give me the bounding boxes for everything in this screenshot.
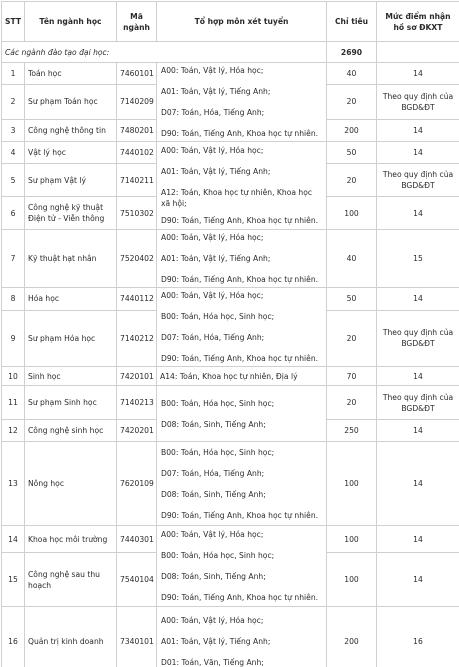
row-score: Theo quy định của BGD&ĐT — [377, 310, 459, 366]
combo-line: A01: Toán, Vật lý, Tiếng Anh; — [161, 254, 271, 263]
combo-cell — [157, 230, 327, 288]
combo-line: D90: Toán, Tiếng Anh, Khoa học tự nhiên. — [161, 593, 319, 602]
row-code: 7510302 — [117, 197, 157, 230]
row-code: 7540104 — [117, 553, 157, 607]
row-quota: 100 — [327, 197, 377, 230]
combo-line: D08: Toán, Sinh, Tiếng Anh; — [161, 419, 266, 429]
header-score: Mức điểm nhận hồ sơ ĐKXT — [377, 2, 459, 42]
row-name: Vật lý học — [25, 142, 117, 164]
table-row — [2, 230, 459, 288]
row-score: 14 — [377, 142, 459, 164]
row-quota: 250 — [327, 420, 377, 442]
header-code: Mã ngành — [117, 2, 157, 42]
combo-cell — [157, 526, 327, 607]
combo-line: D08: Toán, Sinh, Tiếng Anh; — [161, 489, 266, 499]
combo-cell — [157, 607, 327, 667]
row-name: Sư phạm Toán học — [25, 85, 117, 119]
table-row — [2, 386, 459, 420]
row-quota: 100 — [327, 526, 377, 553]
row-score: 14 — [377, 420, 459, 442]
combo-cell — [157, 63, 327, 142]
combo-line: B00: Toán, Hóa học, Sinh học; — [161, 447, 275, 457]
row-quota: 70 — [327, 367, 377, 386]
row-name: Kỹ thuật hạt nhân — [25, 230, 117, 288]
table-row — [2, 63, 459, 85]
combo-line: B00: Toán, Hóa học, Sinh học; — [161, 398, 275, 408]
combo-line: D90: Toán, Tiếng Anh, Khoa học tự nhiên. — [161, 275, 319, 284]
row-score: 14 — [377, 442, 459, 526]
combo-line: A01: Toán, Vật lý, Tiếng Anh; — [161, 87, 271, 96]
table-row — [2, 367, 459, 386]
combo-line: A01: Toán, Vật lý, Tiếng Anh; — [161, 637, 271, 646]
row-score: 14 — [377, 63, 459, 85]
combo-line: A00: Toán, Vật lý, Hóa học; — [161, 233, 264, 242]
combo-line: D01: Toán, Văn, Tiếng Anh; — [161, 658, 264, 667]
combo-cell — [157, 288, 327, 367]
row-stt: 14 — [2, 526, 25, 553]
row-stt: 1 — [2, 63, 25, 85]
group-total: 2690 — [327, 42, 377, 63]
row-stt: 16 — [2, 607, 25, 667]
row-name: Sư phạm Vật lý — [25, 164, 117, 197]
row-name: Công nghệ thông tin — [25, 119, 117, 141]
row-score: 16 — [377, 607, 459, 667]
row-code: 7420101 — [117, 367, 157, 386]
row-code: 7140209 — [117, 85, 157, 119]
combo-line: D07: Toán, Hóa, Tiếng Anh; — [161, 468, 265, 478]
combo-cell: A14: Toán, Khoa học tự nhiên, Địa lý — [157, 367, 327, 386]
row-stt: 2 — [2, 85, 25, 119]
combo-cell — [157, 386, 327, 442]
row-name: Sư phạm Sinh học — [25, 386, 117, 420]
row-score: Theo quy định của BGD&ĐT — [377, 386, 459, 420]
header-stt: STT — [2, 2, 25, 42]
combo-line: D90: Toán, Tiếng Anh, Khoa học tự nhiên. — [161, 216, 319, 225]
row-name: Nông học — [25, 442, 117, 526]
combo-line: D90: Toán, Tiếng Anh, Khoa học tự nhiên. — [161, 354, 319, 363]
row-score: Theo quy định của BGD&ĐT — [377, 164, 459, 197]
row-quota: 200 — [327, 119, 377, 141]
row-code: 7140212 — [117, 310, 157, 366]
combo-line: D08: Toán, Sinh, Tiếng Anh; — [161, 572, 266, 581]
combo-line: D07: Toán, Hóa, Tiếng Anh; — [161, 333, 265, 342]
row-name: Toán học — [25, 63, 117, 85]
row-quota: 200 — [327, 607, 377, 667]
combo-line: A01: Toán, Vật lý, Tiếng Anh; — [161, 167, 271, 176]
row-quota: 20 — [327, 164, 377, 197]
combo-cell — [157, 442, 327, 526]
combo-line: A00: Toán, Vật lý, Hóa học; — [161, 146, 264, 155]
row-code: 7340101 — [117, 607, 157, 667]
combo-line: A00: Toán, Vật lý, Hóa học; — [161, 530, 264, 539]
row-quota: 50 — [327, 142, 377, 164]
row-score: 14 — [377, 553, 459, 607]
row-stt: 9 — [2, 310, 25, 366]
row-stt: 11 — [2, 386, 25, 420]
row-stt: 15 — [2, 553, 25, 607]
row-name: Sư phạm Hóa học — [25, 310, 117, 366]
group-label: Các ngành đào tạo đại học: — [2, 42, 327, 63]
table-row — [2, 607, 459, 667]
combo-line: D90: Toán, Tiếng Anh, Khoa học tự nhiên. — [161, 129, 319, 138]
row-code: 7140211 — [117, 164, 157, 197]
row-quota: 20 — [327, 386, 377, 420]
row-stt: 10 — [2, 367, 25, 386]
row-score: 14 — [377, 288, 459, 311]
combo-line: A12: Toán, Khoa học tự nhiên, Khoa học xã hội; — [161, 188, 313, 208]
header-quota: Chỉ tiêu — [327, 2, 377, 42]
row-name: Công nghệ kỹ thuật Điện tử - Viễn thông — [25, 197, 117, 230]
row-name: Công nghệ sinh học — [25, 420, 117, 442]
combo-line: D90: Toán, Tiếng Anh, Khoa học tự nhiên. — [161, 510, 319, 520]
row-code: 7620109 — [117, 442, 157, 526]
row-stt: 12 — [2, 420, 25, 442]
combo-line: D07: Toán, Hóa, Tiếng Anh; — [161, 108, 265, 117]
row-name: Hóa học — [25, 288, 117, 311]
row-quota: 20 — [327, 310, 377, 366]
row-name: Quản trị kinh doanh — [25, 607, 117, 667]
row-code: 7140213 — [117, 386, 157, 420]
table-row — [2, 142, 459, 164]
row-stt: 3 — [2, 119, 25, 141]
row-quota: 40 — [327, 63, 377, 85]
row-score: 14 — [377, 367, 459, 386]
row-stt: 5 — [2, 164, 25, 197]
row-quota: 100 — [327, 442, 377, 526]
row-code: 7460101 — [117, 63, 157, 85]
row-score: 14 — [377, 526, 459, 553]
header-combos: Tổ hợp môn xét tuyển — [157, 2, 327, 42]
combo-line: B00: Toán, Hóa học, Sinh học; — [161, 551, 275, 560]
group-row — [2, 42, 459, 63]
row-quota: 20 — [327, 85, 377, 119]
row-stt: 7 — [2, 230, 25, 288]
row-code: 7440112 — [117, 288, 157, 311]
row-code: 7480201 — [117, 119, 157, 141]
row-code: 7440301 — [117, 526, 157, 553]
table-row — [2, 442, 459, 526]
row-name: Công nghệ sau thu hoạch — [25, 553, 117, 607]
row-stt: 13 — [2, 442, 25, 526]
row-code: 7440102 — [117, 142, 157, 164]
header-row — [2, 2, 459, 42]
row-stt: 8 — [2, 288, 25, 311]
combo-line: A00: Toán, Vật lý, Hóa học; — [161, 291, 264, 300]
row-score: Theo quy định của BGD&ĐT — [377, 85, 459, 119]
row-name: Sinh học — [25, 367, 117, 386]
table-row — [2, 288, 459, 311]
row-score: 14 — [377, 197, 459, 230]
combo-line: B00: Toán, Hóa học, Sinh học; — [161, 312, 275, 321]
row-quota: 100 — [327, 553, 377, 607]
row-name: Khoa học môi trường — [25, 526, 117, 553]
header-name: Tên ngành học — [25, 2, 117, 42]
row-stt: 6 — [2, 197, 25, 230]
row-score: 15 — [377, 230, 459, 288]
group-empty — [377, 42, 459, 63]
combo-cell — [157, 142, 327, 230]
row-quota: 40 — [327, 230, 377, 288]
combo-line: A00: Toán, Vật lý, Hóa học; — [161, 616, 264, 625]
row-code: 7420201 — [117, 420, 157, 442]
row-code: 7520402 — [117, 230, 157, 288]
row-stt: 4 — [2, 142, 25, 164]
table-row — [2, 526, 459, 553]
combo-line: A00: Toán, Vật lý, Hóa học; — [161, 66, 264, 75]
row-quota: 50 — [327, 288, 377, 311]
row-score: 14 — [377, 119, 459, 141]
admission-table — [1, 1, 459, 667]
